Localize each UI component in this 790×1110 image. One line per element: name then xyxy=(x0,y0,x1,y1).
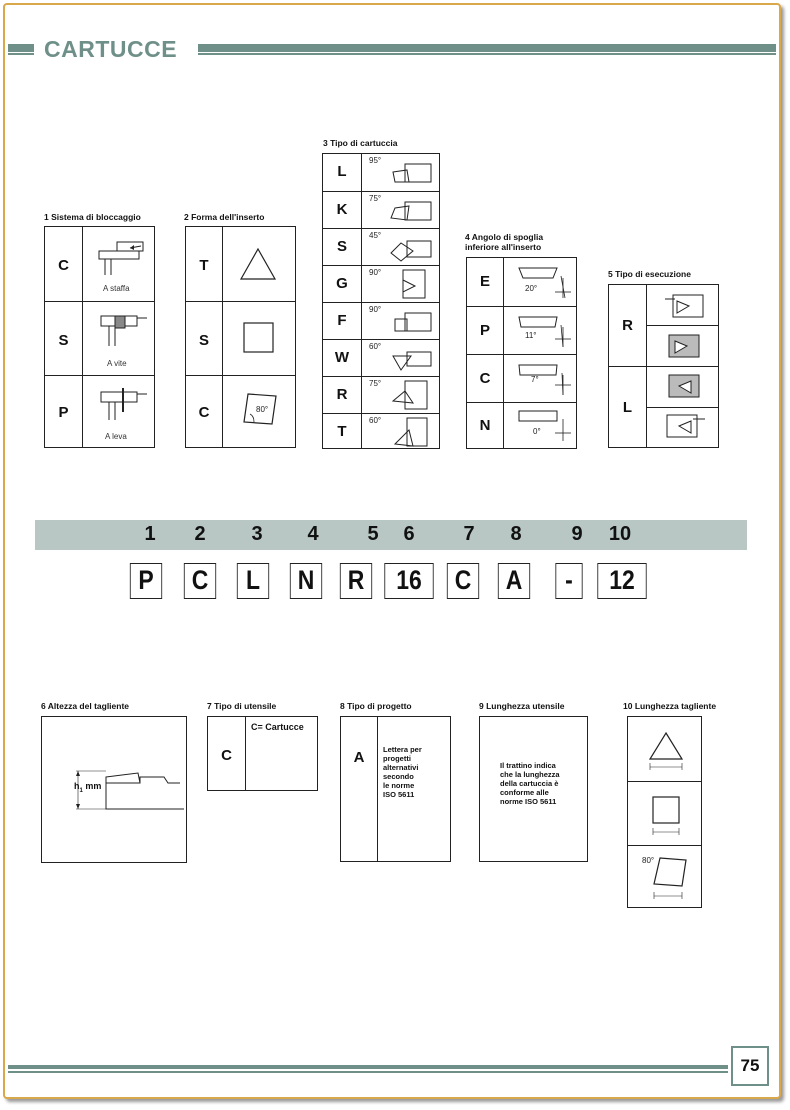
section3-code: G xyxy=(336,275,348,292)
triangle-icon xyxy=(239,247,277,281)
section3-row xyxy=(323,154,439,191)
section8-caption: 8 Tipo di progetto xyxy=(340,701,412,711)
section9-desc-line: norme ISO 5611 xyxy=(500,797,557,806)
code-char-box: N xyxy=(290,563,322,599)
cartridge-icon xyxy=(389,381,435,411)
section4-angle: 7° xyxy=(531,375,539,384)
position-number: 5 xyxy=(367,523,379,545)
section8-desc-line: ISO 5611 xyxy=(383,790,415,799)
code-char-box: - xyxy=(555,563,582,599)
section2-code: C xyxy=(198,404,210,421)
section2-code: T xyxy=(199,257,209,274)
section10-table xyxy=(627,716,702,908)
cartridge-icon xyxy=(389,348,435,372)
section1-code: C xyxy=(58,257,69,274)
section4-angle: 11° xyxy=(525,331,537,340)
section3-code: F xyxy=(337,312,347,329)
section7-box xyxy=(207,716,318,791)
section5-code-l: L xyxy=(622,399,633,416)
section1-row xyxy=(45,227,154,301)
section3-caption: 3 Tipo di cartuccia xyxy=(323,138,398,148)
section4-row xyxy=(467,258,576,306)
footer-rule-thin xyxy=(8,1071,728,1073)
section3-row xyxy=(323,191,439,228)
section8-desc-line: secondo xyxy=(383,772,414,781)
section4-angle: 20° xyxy=(525,284,538,293)
section3-angle: 75° xyxy=(369,194,382,203)
section1-label: A vite xyxy=(107,359,127,368)
section5-table xyxy=(608,284,719,448)
section3-code: T xyxy=(337,423,347,440)
section2-row xyxy=(186,227,295,301)
section5-caption: 5 Tipo di esecuzione xyxy=(608,269,691,279)
section3-angle: 60° xyxy=(369,416,382,425)
square-length-icon xyxy=(652,796,684,836)
section4-caption-2: inferiore all'inserto xyxy=(465,242,542,252)
section4-code: C xyxy=(479,370,491,387)
code-char-box: C xyxy=(184,563,216,599)
section3-code: R xyxy=(336,386,348,403)
rhombus-length-icon xyxy=(652,856,688,902)
right-hand-cartridge-icon xyxy=(663,331,707,361)
cutting-height-h: h xyxy=(74,781,80,791)
code-char-box: P xyxy=(130,563,162,599)
section8-desc-line: Lettera per xyxy=(383,745,422,754)
position-number: 7 xyxy=(463,523,475,545)
section8-desc xyxy=(383,745,422,799)
section10-row xyxy=(628,845,701,907)
section7-code: C xyxy=(221,747,232,764)
section3-code: K xyxy=(336,201,348,218)
header-rule-right xyxy=(198,44,776,52)
section1-caption: 1 Sistema di bloccaggio xyxy=(44,212,141,222)
position-number: 1 xyxy=(144,523,156,545)
section3-code: L xyxy=(337,163,347,180)
left-hand-cartridge-icon xyxy=(663,411,707,441)
section3-angle: 90° xyxy=(369,268,382,277)
cutting-height-unit: mm xyxy=(85,781,102,791)
section4-row xyxy=(467,354,576,402)
section3-angle: 60° xyxy=(369,342,382,351)
section10-angle: 80° xyxy=(642,856,655,865)
section9-desc-line: della cartuccia è xyxy=(500,779,559,788)
header-rule-right-thin xyxy=(198,53,776,55)
section6-caption: 6 Altezza del tagliente xyxy=(41,701,130,711)
section1-row xyxy=(45,301,154,375)
section3-angle: 90° xyxy=(369,305,382,314)
cartridge-icon xyxy=(389,418,435,448)
triangle-length-icon xyxy=(650,731,684,771)
section2-code: S xyxy=(198,332,209,349)
cutting-height-sub: 1 xyxy=(79,787,83,794)
section9-box xyxy=(479,716,588,862)
section9-desc-line: Il trattino indica xyxy=(500,761,556,770)
section3-row xyxy=(323,265,439,302)
code-char-box: C xyxy=(447,563,479,599)
section3-angle: 75° xyxy=(369,379,382,388)
code-char-box: L xyxy=(237,563,269,599)
section4-table xyxy=(466,257,577,449)
cartridge-icon xyxy=(389,311,435,335)
section5-code-r: R xyxy=(622,317,633,334)
section3-row xyxy=(323,228,439,265)
section3-code: W xyxy=(334,349,350,366)
cutting-height-label xyxy=(74,781,101,794)
position-number: 9 xyxy=(571,523,583,545)
section4-row xyxy=(467,402,576,448)
section10-caption: 10 Lunghezza tagliente xyxy=(623,701,717,711)
header-rule-left-thin xyxy=(8,53,34,55)
section3-angle: 45° xyxy=(369,231,382,240)
section1-code: S xyxy=(58,332,69,349)
section2-caption: 2 Forma dell'inserto xyxy=(184,212,265,222)
section3-row xyxy=(323,302,439,339)
section1-label: A staffa xyxy=(103,284,130,293)
section3-row xyxy=(323,339,439,376)
section1-table xyxy=(44,226,155,448)
clamp-icon xyxy=(97,237,152,277)
section9-desc-line: che la lunghezza xyxy=(500,770,560,779)
section3-row xyxy=(323,413,439,449)
section3-angle: 95° xyxy=(369,156,382,165)
left-hand-cartridge-icon xyxy=(663,371,707,401)
footer-rule xyxy=(8,1065,728,1069)
code-char-box: 12 xyxy=(597,563,646,599)
section9-desc xyxy=(500,761,560,806)
section3-table xyxy=(322,153,440,449)
header-rule-left xyxy=(8,44,34,52)
code-char-box: R xyxy=(340,563,372,599)
square-icon xyxy=(243,322,275,354)
lever-icon xyxy=(95,386,150,426)
screw-icon xyxy=(95,312,150,352)
position-number: 2 xyxy=(194,523,206,545)
right-hand-cartridge-icon xyxy=(663,291,707,321)
section7-caption: 7 Tipo di utensile xyxy=(207,701,277,711)
position-number: 6 xyxy=(403,523,415,545)
section2-row xyxy=(186,375,295,447)
section6-box xyxy=(41,716,187,863)
position-number: 3 xyxy=(251,523,263,545)
insert-clearance-icon xyxy=(517,266,573,300)
section8-desc-line: alternativi xyxy=(383,763,419,772)
section8-code: A xyxy=(353,749,365,766)
section9-caption: 9 Lunghezza utensile xyxy=(479,701,565,711)
section10-row xyxy=(628,717,701,781)
code-char-box: A xyxy=(498,563,530,599)
section4-angle: 0° xyxy=(533,427,541,436)
section4-code: N xyxy=(479,417,491,434)
section4-code: E xyxy=(479,273,490,290)
section4-code: P xyxy=(479,322,490,339)
cartridge-icon xyxy=(389,162,435,186)
section7-desc: C= Cartucce xyxy=(251,722,304,732)
section1-label: A leva xyxy=(105,432,127,441)
cartridge-icon xyxy=(389,270,435,300)
section9-desc-line: conforme alle xyxy=(500,788,549,797)
position-number: 4 xyxy=(307,523,319,545)
insert-clearance-icon xyxy=(517,363,573,397)
cartridge-icon xyxy=(389,200,435,224)
section3-row xyxy=(323,376,439,413)
page-number: 75 xyxy=(731,1046,769,1086)
section8-desc-line: progetti xyxy=(383,754,411,763)
code-char-box: 16 xyxy=(384,563,433,599)
page-title: CARTUCCE xyxy=(44,36,178,62)
section3-code: S xyxy=(336,238,347,255)
position-number: 8 xyxy=(510,523,522,545)
section10-row xyxy=(628,781,701,845)
section8-box xyxy=(340,716,451,862)
insert-clearance-icon xyxy=(517,409,573,443)
section2-table xyxy=(185,226,296,448)
section2-row xyxy=(186,301,295,375)
section2-angle: 80° xyxy=(256,405,269,414)
position-number: 10 xyxy=(608,523,632,545)
section8-desc-line: le norme xyxy=(383,781,415,790)
section4-row xyxy=(467,306,576,354)
section4-caption-1: 4 Angolo di spoglia xyxy=(465,232,544,242)
section1-code: P xyxy=(58,404,69,421)
section1-row xyxy=(45,375,154,447)
cartridge-icon xyxy=(389,237,435,261)
